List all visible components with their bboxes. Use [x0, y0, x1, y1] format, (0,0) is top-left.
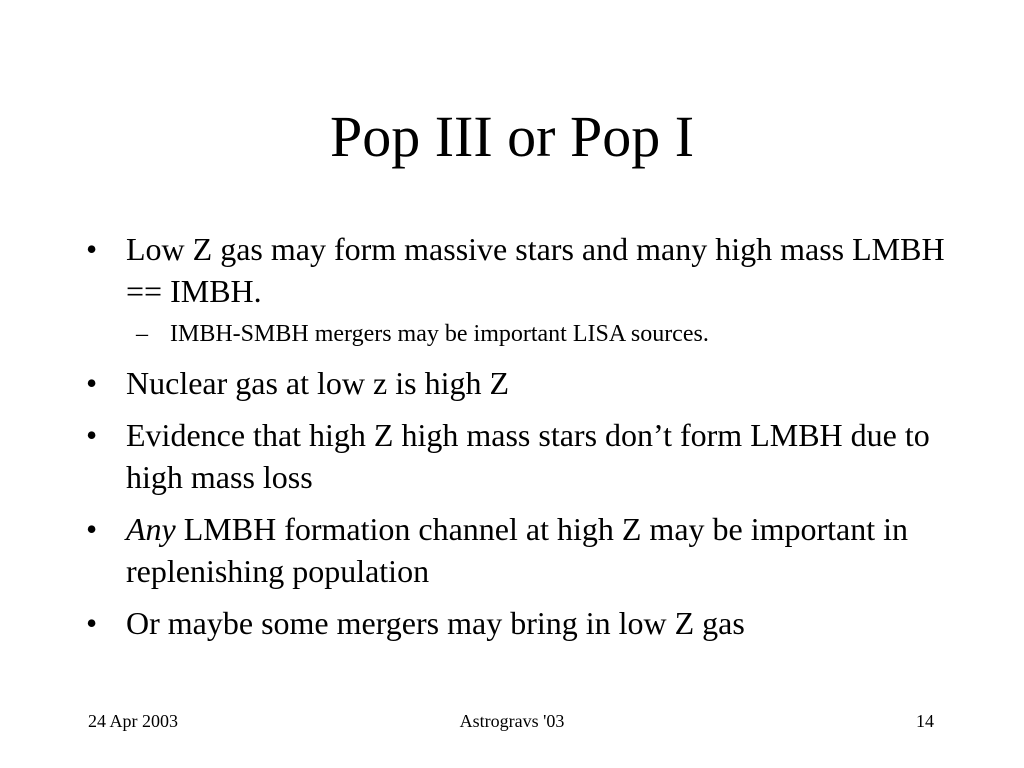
- bullet-item: [84, 508, 964, 592]
- slide-title: Pop III or Pop I: [329, 104, 695, 169]
- bullet-item: [84, 228, 964, 312]
- bullet-text: Low Z gas may form massive stars and many high mass LMBH == IMBH.: [126, 231, 945, 309]
- sub-bullet-marker: –: [136, 321, 148, 347]
- bullet-item: [84, 602, 964, 644]
- bullet-marker: •: [86, 511, 98, 547]
- sub-bullet-item: [84, 318, 964, 350]
- bullet-text: LMBH formation channel at high Z may be important in replenishing population: [126, 511, 909, 589]
- bullet-item: [84, 414, 964, 498]
- bullet-marker: •: [86, 231, 98, 267]
- bullet-list: [84, 228, 964, 654]
- bullet-item: [84, 362, 964, 404]
- bullet-text: Or maybe some mergers may bring in low Z gas: [126, 605, 745, 641]
- bullet-text: Nuclear gas at low z is high Z: [126, 365, 509, 401]
- bullet-emphasis: Any: [126, 511, 176, 547]
- footer-date: 24 Apr 2003: [88, 711, 178, 731]
- bullet-marker: •: [86, 365, 98, 401]
- footer-event: Astrogravs '03: [459, 711, 565, 731]
- bullet-text: Evidence that high Z high mass stars don’t form LMBH due to high mass loss: [126, 417, 930, 495]
- bullet-marker: •: [86, 605, 98, 641]
- bullet-marker: •: [86, 417, 98, 453]
- sub-bullet-text: IMBH-SMBH mergers may be important LISA sources.: [170, 321, 709, 347]
- footer-page-number: 14: [916, 711, 934, 731]
